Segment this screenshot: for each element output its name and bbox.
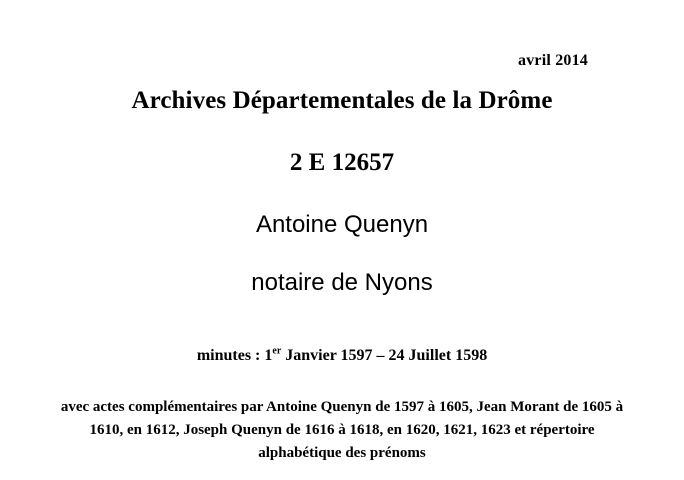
minutes-line	[0, 345, 684, 367]
minutes-ordinal: er	[272, 345, 282, 357]
document-date: avril 2014	[518, 52, 588, 69]
minutes-range: Janvier 1597 – 24 Juillet 1598	[281, 347, 488, 364]
supplementary-note: avec actes complémentaires par Antoine Quenyn de 1597 à 1605, Jean Morant de 1605 à 1610, en 1612, Joseph Quenyn de 1616 à 1618, en 1620, 1621, 1623 et répertoire alphabétique des prénoms	[60, 399, 624, 461]
title-block	[0, 84, 684, 465]
archive-title: Archives Départementales de la Drôme	[131, 87, 553, 114]
minutes-label: minutes : 1	[196, 347, 273, 364]
notary-name: Antoine Quenyn	[255, 211, 429, 238]
notary-role: notaire de Nyons	[251, 269, 433, 296]
reference-code: 2 E 12657	[289, 149, 395, 176]
